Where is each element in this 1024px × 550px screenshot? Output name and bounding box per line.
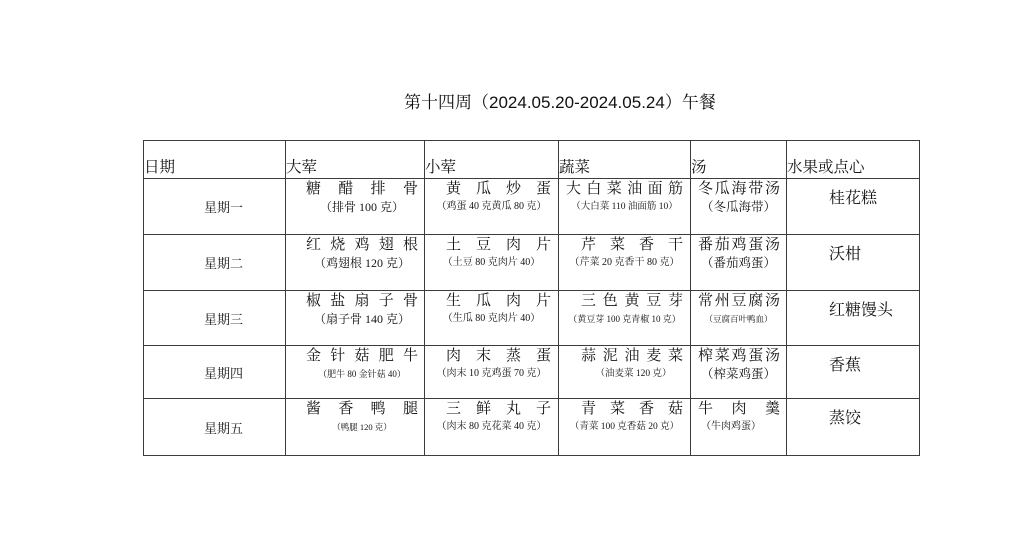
day-cell: [144, 399, 286, 456]
fruit-or-snack: 沃柑: [829, 246, 862, 263]
big-meat-portion: （扇子骨 140 克）: [313, 312, 410, 326]
big-meat-cell: [286, 291, 425, 346]
table-row: [144, 346, 920, 399]
fruit-or-snack-cell: [787, 346, 920, 399]
table-row: [144, 399, 920, 456]
soup-portion: （番茄鸡蛋）: [700, 256, 776, 270]
vegetable-cell: [559, 179, 691, 235]
big-meat-portion: （鸡翅根 120 克）: [313, 256, 410, 270]
soup-dish: 常州豆腐汤: [698, 293, 780, 309]
header-fruit-or-snack: 水果或点心: [787, 141, 920, 179]
big-meat-dish: 红烧鸡翅根: [306, 237, 418, 253]
small-meat-dish: 肉末蒸蛋: [446, 348, 551, 364]
small-meat-cell: [425, 179, 559, 235]
small-meat-dish: 土豆肉片: [446, 237, 551, 253]
small-meat-cell: [425, 399, 559, 456]
soup-cell: [691, 399, 787, 456]
soup-cell: [691, 291, 787, 346]
fruit-or-snack: 香蕉: [829, 357, 862, 374]
big-meat-dish: 糖醋排骨: [306, 181, 418, 197]
menu-table: [143, 140, 920, 456]
page-title: 第十四周（2024.05.20-2024.05.24）午餐: [404, 93, 716, 112]
small-meat-portion: （生瓜 80 克肉片 40）: [442, 313, 541, 324]
day-label: 星期四: [204, 365, 244, 381]
small-meat-dish: 生瓜肉片: [446, 293, 551, 309]
small-meat-dish: 三鲜丸子: [446, 401, 551, 417]
small-meat-portion: （肉末 10 克鸡蛋 70 克）: [436, 368, 547, 379]
fruit-or-snack: 蒸饺: [829, 410, 862, 427]
soup-dish: 番茄鸡蛋汤: [698, 237, 780, 253]
day-label: 星期三: [204, 311, 244, 327]
big-meat-dish: 金针菇肥牛: [306, 348, 418, 364]
day-cell: [144, 346, 286, 399]
vegetable-dish: 大白菜油面筋: [566, 181, 683, 197]
vegetable-portion: （油麦菜 120 克）: [595, 369, 672, 379]
soup-portion: （榨菜鸡蛋）: [700, 367, 776, 381]
soup-cell: [691, 346, 787, 399]
header-soup: 汤: [691, 141, 787, 179]
vegetable-cell: [559, 399, 691, 456]
big-meat-cell: [286, 235, 425, 291]
day-label: 星期一: [204, 200, 244, 215]
big-meat-dish: 椒盐扇子骨: [306, 293, 418, 309]
table-row: [144, 179, 920, 235]
vegetable-portion: （黄豆芽 100 克青椒 10 克）: [568, 314, 681, 324]
small-meat-cell: [425, 235, 559, 291]
soup-portion: （冬瓜海带）: [700, 200, 776, 214]
small-meat-portion: （鸡蛋 40 克黄瓜 80 克）: [436, 201, 547, 212]
small-meat-cell: [425, 291, 559, 346]
vegetable-portion: （大白菜 110 油面筋 10）: [571, 202, 678, 212]
soup-dish: 牛肉羹: [698, 401, 780, 417]
vegetable-cell: [559, 346, 691, 399]
big-meat-cell: [286, 399, 425, 456]
vegetable-portion: （芹菜 20 克香干 80 克）: [569, 257, 680, 268]
soup-cell: [691, 235, 787, 291]
day-cell: [144, 179, 286, 235]
big-meat-dish: 酱香鸭腿: [306, 401, 418, 417]
header-big-meat: 大荤: [286, 141, 425, 179]
vegetable-cell: [559, 291, 691, 346]
header-row: [144, 141, 920, 179]
soup-dish: 榨菜鸡蛋汤: [698, 348, 780, 364]
small-meat-portion: （土豆 80 克肉片 40）: [442, 257, 541, 268]
soup-cell: [691, 179, 787, 235]
big-meat-portion: （肥牛 80 金针菇 40）: [318, 369, 406, 379]
header-small-meat: 小荤: [425, 141, 559, 179]
small-meat-portion: （肉末 80 克花菜 40 克）: [436, 421, 547, 432]
soup-portion: （牛肉鸡蛋）: [701, 421, 761, 432]
day-label: 星期五: [204, 420, 244, 436]
header-date: 日期: [144, 141, 286, 179]
small-meat-cell: [425, 346, 559, 399]
small-meat-dish: 黄瓜炒蛋: [446, 181, 551, 197]
day-cell: [144, 235, 286, 291]
vegetable-cell: [559, 235, 691, 291]
fruit-or-snack-cell: [787, 291, 920, 346]
table-row: [144, 291, 920, 346]
big-meat-portion: （排骨 100 克）: [319, 200, 404, 214]
header-vegetable: 蔬菜: [559, 141, 691, 179]
fruit-or-snack: 红糖馒头: [829, 302, 894, 319]
big-meat-cell: [286, 346, 425, 399]
big-meat-cell: [286, 179, 425, 235]
fruit-or-snack: 桂花糕: [829, 190, 878, 207]
soup-portion: （豆腐百叶鸭血）: [704, 314, 773, 324]
vegetable-dish: 青菜香菇: [581, 401, 683, 417]
table-row: [144, 235, 920, 291]
day-cell: [144, 291, 286, 346]
fruit-or-snack-cell: [787, 235, 920, 291]
vegetable-dish: 芹菜香干: [581, 237, 683, 253]
fruit-or-snack-cell: [787, 179, 920, 235]
fruit-or-snack-cell: [787, 399, 920, 456]
vegetable-portion: （青菜 100 克香菇 20 克）: [569, 422, 680, 432]
vegetable-dish: 蒜泥油麦菜: [581, 348, 683, 364]
vegetable-dish: 三色黄豆芽: [581, 293, 683, 309]
soup-dish: 冬瓜海带汤: [698, 181, 780, 197]
big-meat-portion: （鸭腿 120 克）: [332, 422, 392, 432]
day-label: 星期二: [204, 256, 244, 271]
